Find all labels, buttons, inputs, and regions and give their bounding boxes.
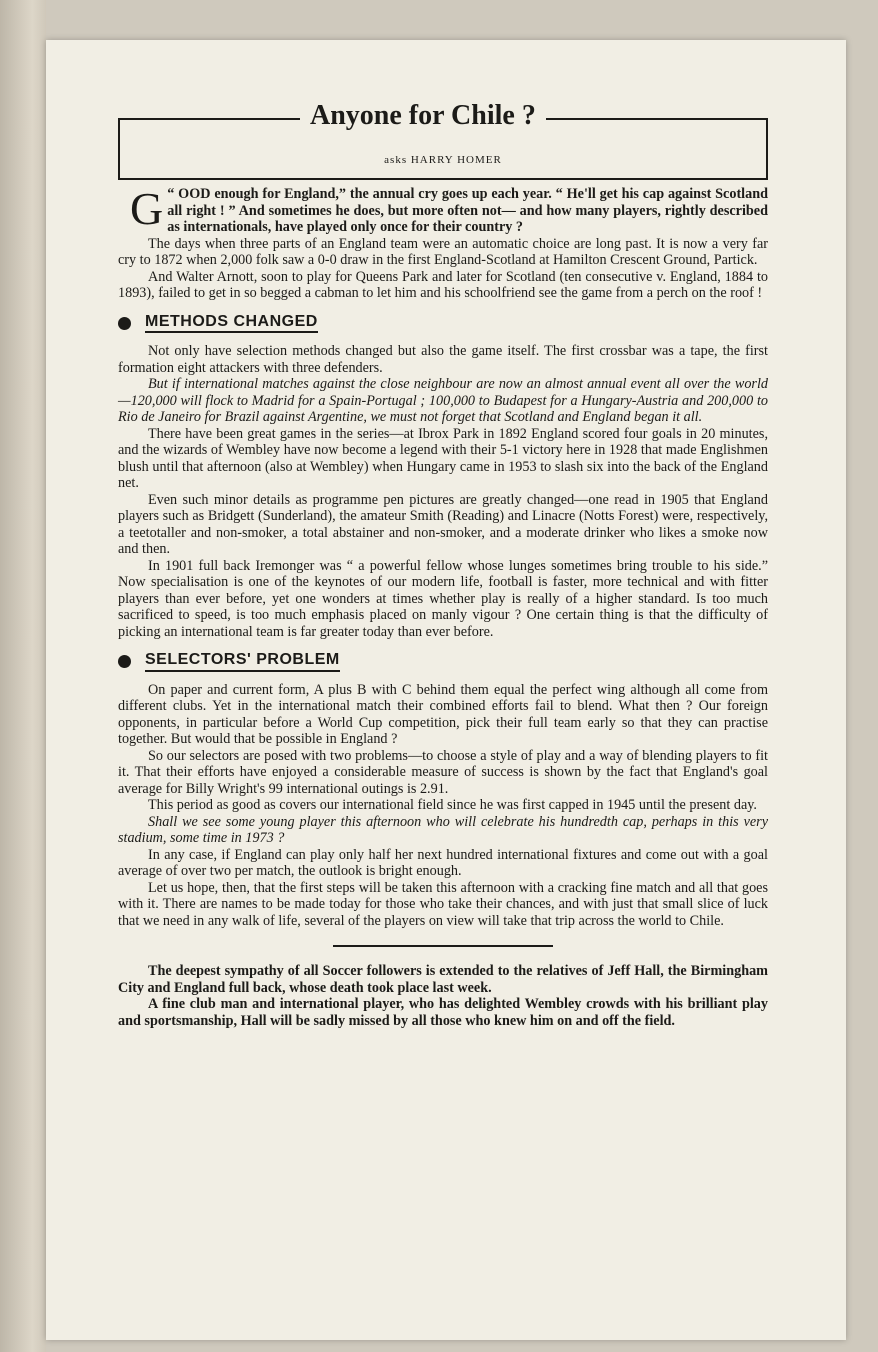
selectors-paragraph-5: In any case, if England can play only half her next hundred international fixtures and come out with a goal average of over two per match, the outlook is bright enough. [118, 846, 768, 879]
intro-paragraph-1 [118, 183, 768, 236]
section-methods-changed [118, 314, 768, 334]
article-title: Anyone for Chile ? [300, 100, 546, 132]
programme-page [46, 40, 846, 1340]
bullet-icon [118, 317, 131, 330]
selectors-paragraph-6: Let us hope, then, that the first steps will be taken this afternoon with a cracking fine match and all that goes with it. There are names to be made today for those who take their chances, and with just that small slice of luck that we need in any walk of life, several of the players on view will take that trip across the world to Chile. [118, 879, 768, 929]
binding-spine [0, 0, 46, 1352]
divider-rule [333, 945, 553, 947]
section-heading: SELECTORS' PROBLEM [145, 652, 340, 672]
bullet-icon [118, 655, 131, 668]
methods-italic-text: But if international matches against the close neighbour are now an almost annual event all over the world—120,000 will flock to Madrid for a Spain-Portugal ; 100,000 to Budapest for a Hungary-Austria and 200,000 to Rio de Janeiro for Brazil against Argentine, we must not forget that Scotland and England began it all. [118, 376, 768, 425]
methods-paragraph-2 [118, 376, 768, 426]
selectors-italic-text: Shall we see some young player this afternoon who will celebrate his hundredth cap, perhaps in this very stadium, some time in 1973 ? [118, 813, 768, 846]
section-heading: METHODS CHANGED [145, 314, 318, 334]
tribute-note [118, 963, 768, 1029]
article-body [118, 183, 768, 1029]
methods-paragraph-3: There have been great games in the series—at Ibrox Park in 1892 England scored four goals in 20 minutes, and the wizards of Wembley have now become a legend with their 5-1 victory here in 1928 that made Englishmen blush until that afternoon (also at Wembley) when Hungary came in 1953 to slash six into the back of the England net. [118, 425, 768, 491]
title-box [118, 100, 768, 180]
selectors-paragraph-2: So our selectors are posed with two problems—to choose a style of play and a way of blending players to fit it. That their efforts have enjoyed a considerable measure of success is shown by the fact that England's goal average for Billy Wright's 99 international outings is 2.91. [118, 747, 768, 797]
selectors-paragraph-3: This period as good as covers our international field since he was first capped in 1945 until the present day. [148, 797, 757, 813]
intro-paragraph-3: And Walter Arnott, soon to play for Queens Park and later for Scotland (ten consecutive v. England, 1884 to 1893), failed to get in so begged a cabman to let him and his schoolfriend see the game from a perch on the roof ! [118, 268, 768, 301]
methods-paragraph-4: Even such minor details as programme pen pictures are greatly changed—one read in 1905 that England players such as Bridgett (Sunderland), the amateur Smith (Reading) and Linacre (Notts Forest) were, respectively, a teetotaller and non-smoker, a total abstainer and non-smoker, and a moderate drinker who likes a smoke now and then. [118, 491, 768, 557]
selectors-paragraph-1: On paper and current form, A plus B with C behind them equal the perfect wing although all come from different clubs. Yet in the international match their combined efforts fail to blend. What then ? Our foreign opponents, in particular before a World Cup competition, pick their full team early so that they can practise together. But would that be possible in England ? [118, 681, 768, 747]
section-selectors-problem [118, 652, 768, 672]
selectors-paragraph-4 [118, 814, 768, 847]
intro-paragraph-2: The days when three parts of an England team were an automatic choice are long past. It is now a very far cry to 1872 when 2,000 folk saw a 0-0 draw in the first England-Scotland at Hamilton Crescent Ground, Partick. [118, 235, 768, 268]
tribute-paragraph-1: The deepest sympathy of all Soccer followers is extended to the relatives of Jeff Hall, the Birmingham City and England full back, whose death took place last week. [118, 963, 768, 996]
byline: asks HARRY HOMER [384, 154, 502, 166]
intro-quote: “ OOD enough for England,” the annual cry goes up each year. “ He'll get his cap against Scotland all right ! ” And sometimes he does, but more often not— and how many players, rightly described as internationals, have played only once for their country ? [167, 186, 768, 235]
methods-paragraph-5: In 1901 full back Iremonger was “ a powerful fellow whose lunges sometimes bring trouble to his side.” Now specialisation is one of the keynotes of our modern life, football is faster, more technical and with fitter players than ever before, yet one wonders at times whether play is really of a higher standard. Is too much sacrificed to speed, is too much emphasis placed on manly vigour ? One certain thing is that the difficulty of picking an international team is far greater today than ever before. [118, 557, 768, 640]
methods-paragraph-1: Not only have selection methods changed but also the game itself. The first crossbar was a tape, the first formation eight attackers with three defenders. [118, 343, 768, 376]
tribute-paragraph-2: A fine club man and international player, who has delighted Wembley crowds with his brilliant play and sportsmanship, Hall will be sadly missed by all those who knew him on and off the field. [118, 996, 768, 1029]
drop-cap: G [130, 183, 164, 234]
